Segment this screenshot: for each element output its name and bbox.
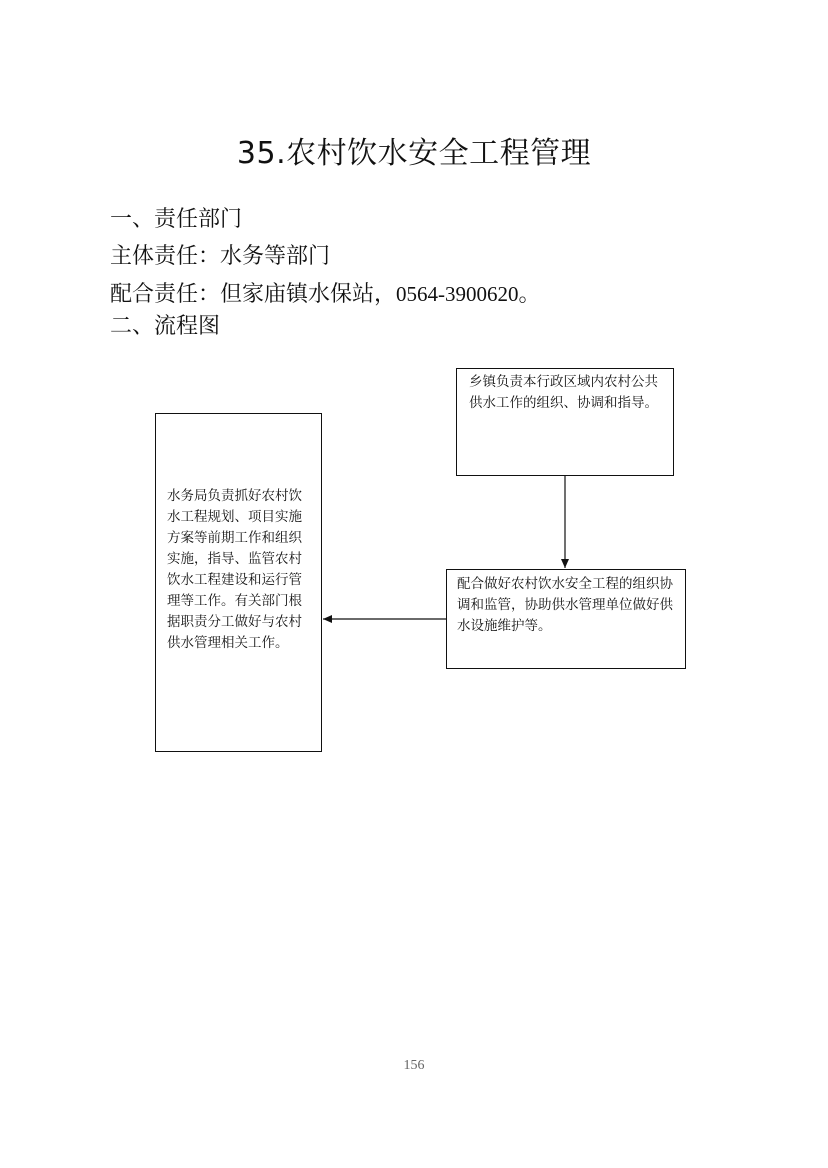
cooperating-line-end: 。 bbox=[518, 282, 541, 307]
page-number: 156 bbox=[403, 1058, 425, 1073]
cooperating-responsibility-label: 配合责任：但家庙镇水保站， bbox=[110, 282, 397, 307]
township-box-text: 乡镇负责本行政区域内农村公共供水工作的组织、协调和指导。 bbox=[469, 374, 658, 411]
coordination-box-text: 配合做好农村饮水安全工程的组织协调和监管，协助供水管理单位做好供水设施维护等。 bbox=[457, 576, 673, 634]
main-responsibility-line: 主体责任：水务等部门 bbox=[110, 244, 331, 269]
flowchart-box-water-bureau bbox=[155, 413, 322, 752]
page-title: 35.农村饮水安全工程管理 bbox=[236, 136, 592, 171]
water-bureau-box-text: 水务局负责抓好农村饮水工程规划、项目实施方案等前期工作和组织实施，指导、监管农村饮水工程建设和运行管理等工作。有关部门根据职责分工做好与农村供水管理相关工作。 bbox=[167, 488, 302, 651]
section-heading-responsibility: 一、责任部门 bbox=[110, 207, 243, 232]
section-heading-flowchart: 二、流程图 bbox=[110, 314, 221, 339]
contact-phone: 0564-3900620 bbox=[396, 282, 519, 306]
flowchart-box-coordination bbox=[446, 569, 686, 669]
cooperating-responsibility-line bbox=[110, 279, 541, 310]
flowchart-box-township bbox=[456, 368, 674, 476]
